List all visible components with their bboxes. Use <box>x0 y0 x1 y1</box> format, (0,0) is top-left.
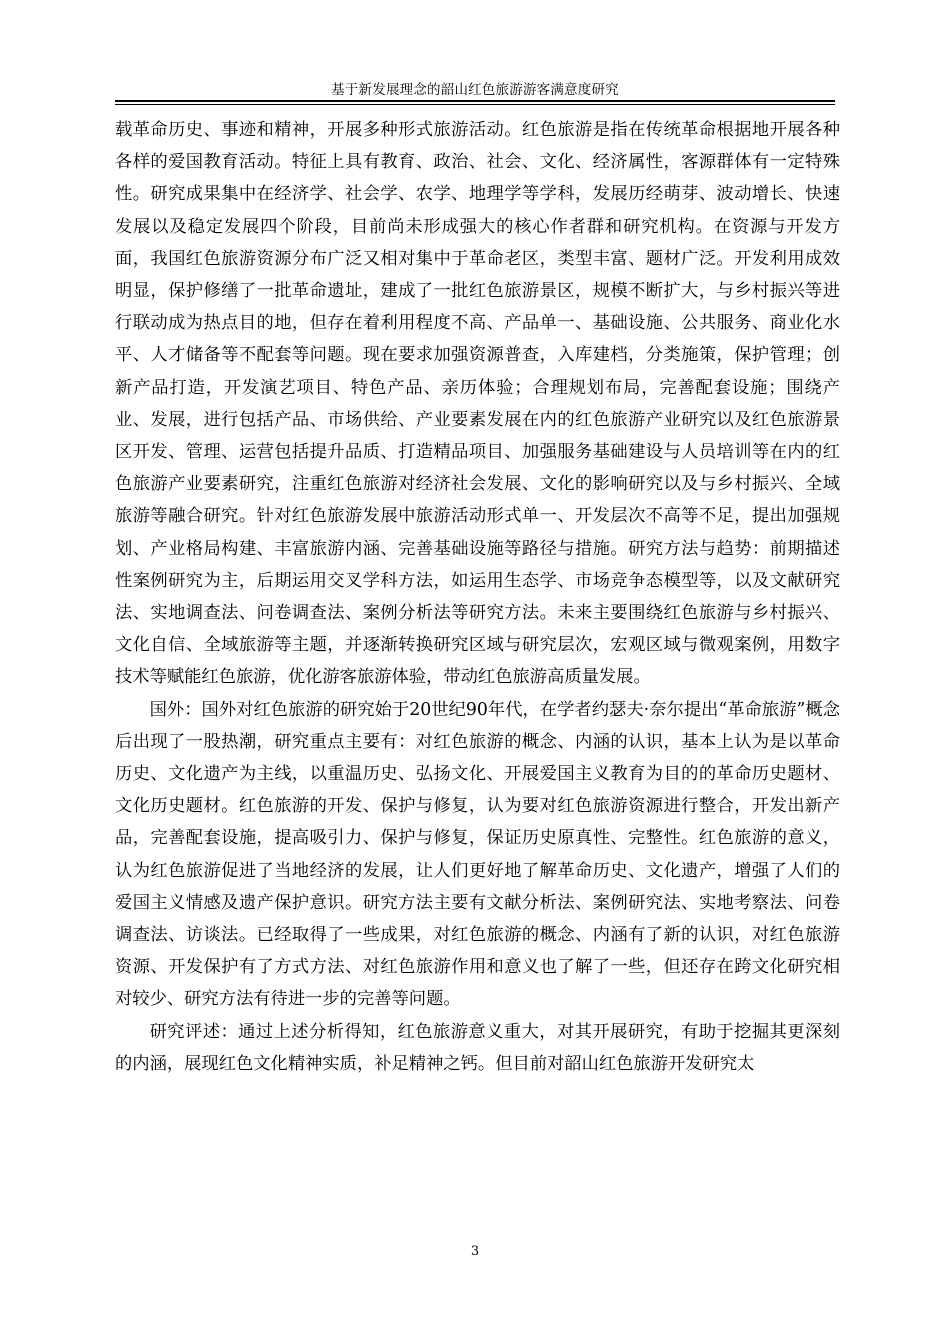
paragraph-continued-domestic-review: 载革命历史、事迹和精神，开展多种形式旅游活动。红色旅游是指在传统革命根据地开展各种各样的爱国教育活动。特征上具有教育、政治、社会、文化、经济属性，客源群体有一定特殊性。研究成果集中在经济学、社会学、农学、地理学等学科，发展历经萌芽、波动增长、快速发展以及稳定发展四个阶段，目前尚未形成强大的核心作者群和研究机构。在资源与开发方面，我国红色旅游资源分布广泛又相对集中于革命老区，类型丰富、题材广泛。开发利用成效明显，保护修缮了一批革命遗址，建成了一批红色旅游景区，规模不断扩大，与乡村振兴等进行联动成为热点目的地，但存在着利用程度不高、产品单一、基础设施、公共服务、商业化水平、人才储备等不配套等问题。现在要求加强资源普查，入库建档，分类施策，保护管理；创新产品打造，开发演艺项目、特色产品、亲历体验；合理规划布局，完善配套设施；围绕产业、发展，进行包括产品、市场供给、产业要素发展在内的红色旅游产业研究以及红色旅游景区开发、管理、运营包括提升品质、打造精品项目、加强服务基础建设与人员培训等在内的红色旅游产业要素研究，注重红色旅游对经济社会发展、文化的影响研究以及与乡村振兴、全域旅游等融合研究。针对红色旅游发展中旅游活动形式单一、开发层次不高等不足，提出加强规划、产业格局构建、丰富旅游内涵、完善基础设施等路径与措施。研究方法与趋势：前期描述性案例研究为主，后期运用交叉学科方法，如运用生态学、市场竞争态模型等，以及文献研究法、实地调查法、问卷调查法、案例分析法等研究方法。未来主要围绕红色旅游与乡村振兴、文化自信、全域旅游等主题，并逐渐转换研究区域与研究层次，宏观区域与微观案例，用数字技术等赋能红色旅游，优化游客旅游体验，带动红色旅游高质量发展。 <box>115 120 840 688</box>
header-rule-thick <box>115 100 835 102</box>
paragraph-foreign-review: 国外：国外对红色旅游的研究始于20世纪90年代，在学者约瑟夫·奈尔提出“革命旅游”概念后出现了一股热潮，研究重点主要有：对红色旅游的概念、内涵的认识，基本上认为是以革命历史、文化遗产为主线，以重温历史、弘扬文化、开展爱国主义教育为目的的革命历史题材、文化历史题材。红色旅游的开发、保护与修复，认为要对红色旅游资源进行整合，开发出新产品，完善配套设施，提高吸引力、保护与修复，保证历史原真性、完整性。红色旅游的意义，认为红色旅游促进了当地经济的发展，让人们更好地了解革命历史、文化遗产，增强了人们的爱国主义情感及遗产保护意识。研究方法主要有文献分析法、案例研究法、实地考察法、问卷调查法、访谈法。已经取得了一些成果，对红色旅游的概念、内涵有了新的认识，对红色旅游资源、开发保护有了方式方法、对红色旅游作用和意义也了解了一些，但还存在跨文化研究相对较少、研究方法有待进一步的完善等问题。 <box>115 699 840 1010</box>
page-number: 3 <box>470 1244 480 1259</box>
paragraph-research-commentary: 研究评述：通过上述分析得知，红色旅游意义重大，对其开展研究，有助于挖掘其更深刻的内涵，展现红色文化精神实质，补足精神之钙。但目前对韶山红色旅游开发研究太 <box>115 1021 840 1074</box>
running-header-title: 基于新发展理念的韶山红色旅游游客满意度研究 <box>331 82 619 98</box>
header-rule-thin <box>115 104 835 105</box>
body-text <box>115 114 840 1080</box>
